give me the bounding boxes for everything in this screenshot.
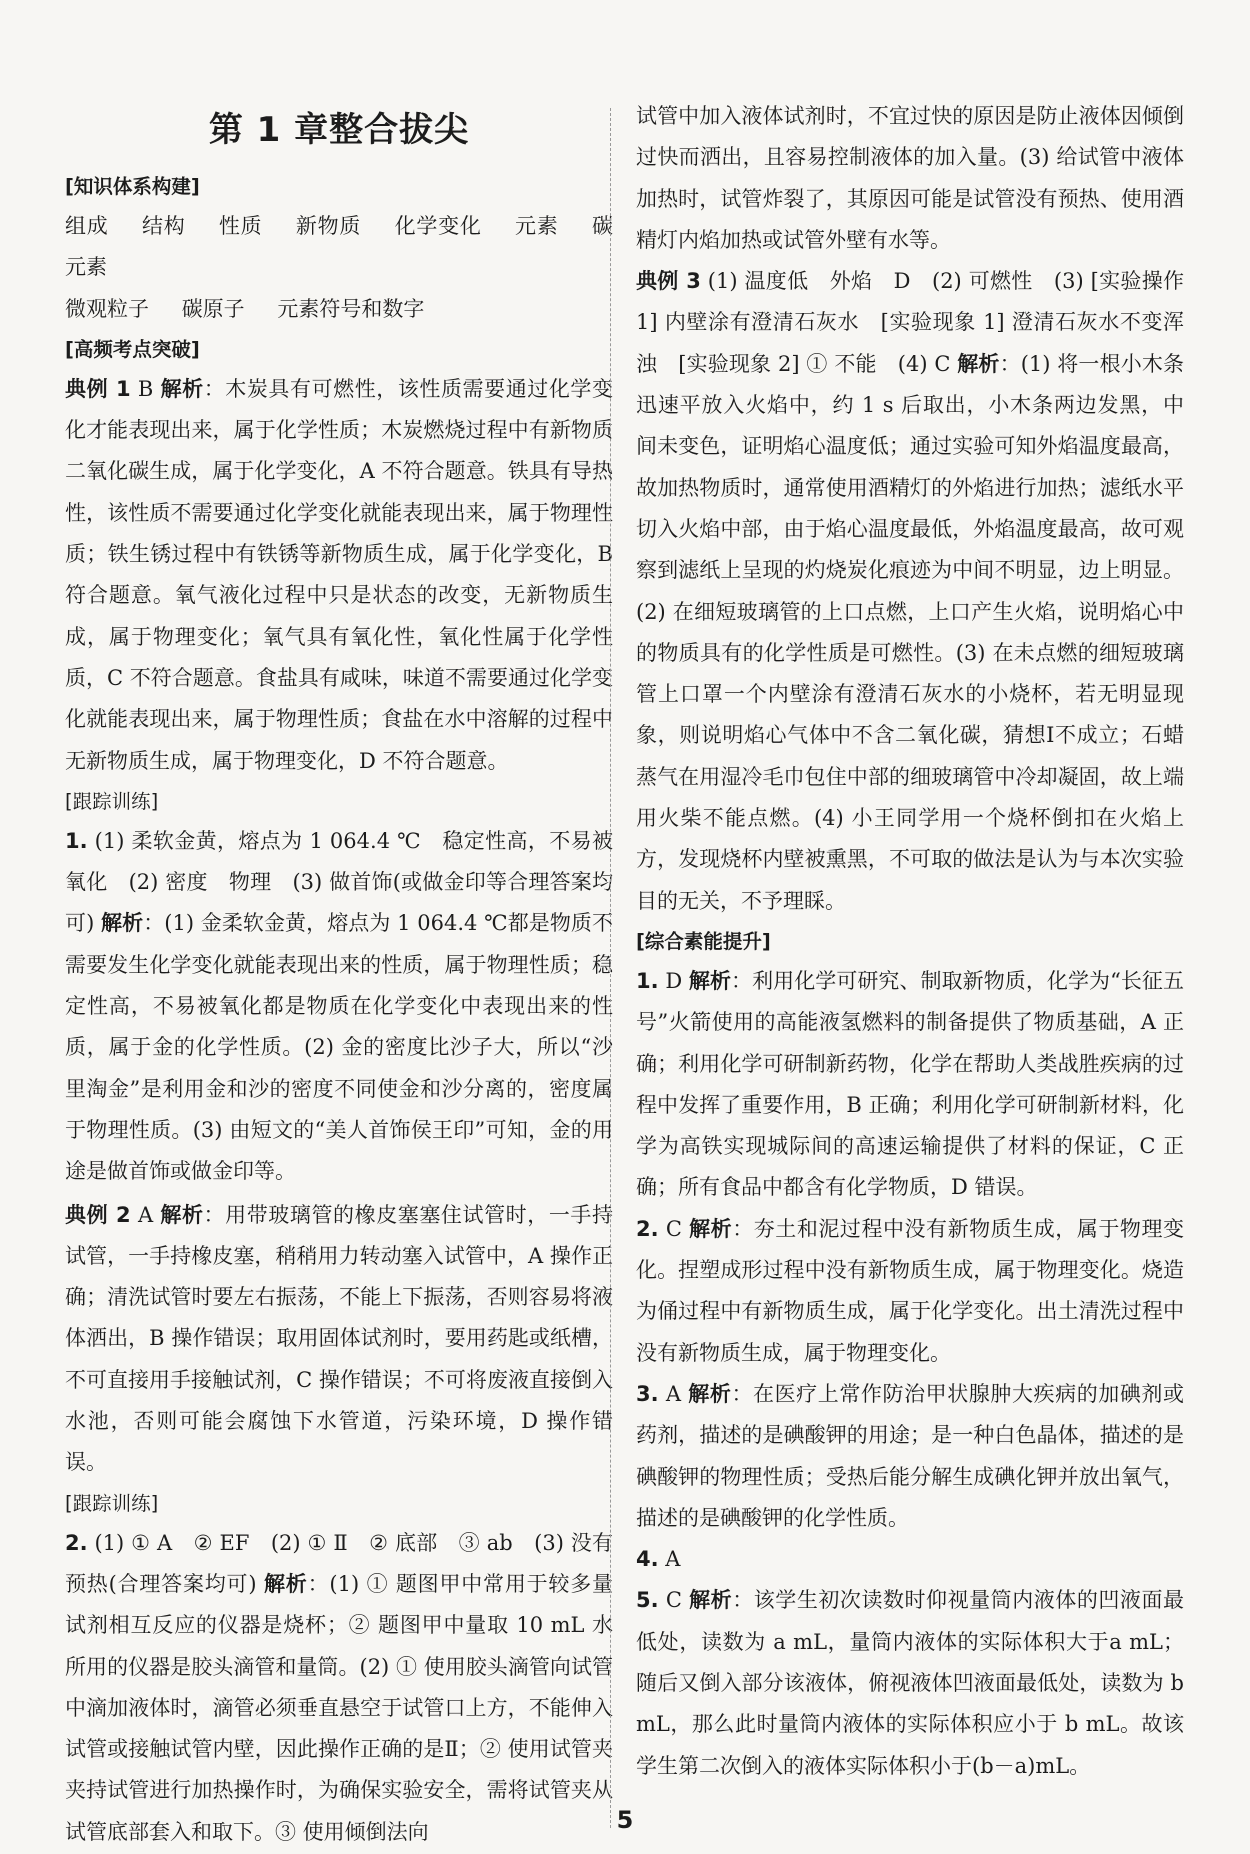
analysis-text: ：木炭具有可燃性，该性质需要通过化学变化才能表现出来，属于化学性质；木炭燃烧过程中有新物质二氧化碳生成，属于化学变化，A 不符合题意。铁具有导热性，该性质不需要通过化学变化就能表现出来，属于物理性质；铁生锈过程中有铁锈等新物质生成，属于化学变化，B 符合题意。氧气液化过程中只是状态的改变，无新物质生成，属于物理变化；氧气具有氧化性，氧化性属于化学性质，C 不符合题意。食盐具有咸味，味道不需要通过化学变化就能表现出来，属于物理性质；食盐在水中溶解的过程中无新物质生成，属于物理变化，D 不符合题意。 [65,376,613,773]
example-2 [65,1195,613,1484]
comp-question-5 [636,1580,1184,1786]
comp-question-4 [636,1539,1184,1580]
question-answer: A [665,1381,682,1406]
section-knowledge: [知识体系构建] [65,175,200,198]
question-number: 2. [65,1530,88,1555]
analysis-label: 解析 [689,1588,733,1613]
analysis-text: ：(1) 金柔软金黄，熔点为 1 064.4 ℃都是物质不需要发生化学变化就能表现出来的性质，属于物理性质；稳定性高，不易被氧化都是物质在化学变化中表现出来的性质，属于金的化学性质。(2) 金的密度比沙子大，所以“沙里淘金”是利用金和沙的密度不同使金和沙分离的，密度属于物理性质。(3) 由短文的“美人首饰侯王印”可知，金的用途是做首饰或做金印等。 [65,911,613,1184]
analysis-text: ：(1) 将一根小木条迅速平放入火焰中，约 1 s 后取出，小木条两边发黑，中间未变色，证明焰心温度低；通过实验可知外焰温度最高，故加热物质时，通常使用酒精灯的外焰进行加热；滤纸水平切入火焰中部，由于焰心温度最低，外焰温度最高，故可观察到滤纸上呈现的灼烧炭化痕迹为中间不明显，边上明显。(2) 在细短玻璃管的上口点燃，上口产生火焰，说明焰心中的物质具有的化学性质是可燃性。(3) 在未点燃的细短玻璃管上口罩一个内壁涂有澄清石灰水的小烧杯，若无明显现象，则说明焰心气体中不含二氧化碳，猜想Ⅰ不成立；石蜡蒸气在用湿冷毛巾包住中部的细玻璃管中冷却凝固，故上端用火柴不能点燃。(4) 小王同学用一个烧杯倒扣在火焰上方，发现烧杯内壁被熏黑，不可取的做法是认为与本次实验目的无关，不予理睬。 [636,351,1184,913]
example-answer: B [137,376,154,401]
example-answer: A [137,1202,154,1227]
analysis-label: 解析 [688,968,732,993]
question-1 [65,821,613,1193]
question-2-continued: 试管中加入液体试剂时，不宜过快的原因是防止液体因倾倒过快而洒出，且容易控制液体的加入量。(3) 给试管中液体加热时，试管炸裂了，其原因可能是试管没有预热、使用酒精灯内焰加热或试管外壁有水等。 [636,104,1184,252]
comp-question-1 [636,961,1184,1209]
keyword: 碳元素 [65,214,613,280]
analysis-text: ：在医疗上常作防治甲状腺肿大疾病的加碘剂或药剂，描述的是碘酸钾的用途；是一种白色晶体，描述的是碘酸钾的物理性质；受热后能分解生成碘化钾并放出氧气，描述的是碘酸钾的化学性质。 [636,1381,1185,1530]
keyword: 新物质 [295,214,362,238]
right-column [636,96,1184,1787]
section-highfreq: [高频考点突破] [65,337,200,361]
analysis-label: 解析 [160,376,204,401]
keyword-row-2 [65,289,613,330]
example-3 [636,261,1184,922]
question-answer: D [665,968,683,993]
analysis-text: ：利用化学可研究、制取新物质，化学为“长征五号”火箭使用的高能液氢燃料的制备提供了物质基础，A 正确；利用化学可研制新药物，化学在帮助人类战胜疾病的过程中发挥了重要作用，B 正确；利用化学可研制新材料，化学为高铁实现城际间的高速运输提供了材料的保证，C 正确；所有食品中都含有化学物质，D 错误。 [636,968,1184,1200]
analysis-text: ：该学生初次读数时仰视量筒内液体的凹液面最低处，读数为 a mL，量筒内液体的实际体积大于a mL；随后又倒入部分该液体，俯视液体凹液面最低处，读数为 b mL，那么此时量筒内液体的实际体积应小于 b mL。故该学生第二次倒入的液体实际体积小于(b－a)mL。 [636,1588,1184,1778]
left-column [65,95,613,1853]
section-comprehensive: [综合素能提升] [636,929,771,953]
question-number: 1. [636,968,659,993]
analysis-label: 解析 [688,1381,732,1406]
page-title: 第 1 章整合拔尖 [208,110,470,150]
question-number: 4. [636,1547,659,1572]
question-number: 3. [636,1381,659,1406]
keyword: 元素符号和数字 [277,296,425,321]
question-answer: C [665,1588,682,1613]
question-answer: A [665,1547,681,1572]
question-answer: (1) ① A ② EF (2) ① Ⅱ ② 底部 ③ ab (3) 没有预热(合理答案均可) [65,1530,613,1596]
keyword: 微观粒子 [65,296,149,321]
question-answer: C [665,1216,682,1241]
analysis-label: 解析 [264,1571,308,1596]
keyword: 组成 [65,214,109,238]
question-number: 2. [636,1216,659,1241]
comp-question-3 [636,1374,1184,1539]
section-track-1: [跟踪训练] [65,789,159,813]
analysis-label: 解析 [689,1216,733,1241]
example-label: 典例 2 [65,1202,131,1227]
keyword: 性质 [218,214,263,238]
page-number: 5 [616,1806,634,1834]
analysis-label: 解析 [957,351,1000,376]
section-track-2: [跟踪训练] [65,1491,159,1515]
example-1 [65,369,613,782]
keyword-row-1 [65,206,613,289]
analysis-text: ：夯土和泥过程中没有新物质生成，属于物理变化。捏塑成形过程中没有新物质生成，属于物理变化。烧造为俑过程中有新物质生成，属于化学变化。出土清洗过程中没有新物质生成，属于物理变化。 [636,1216,1184,1365]
question-2 [65,1523,613,1853]
analysis-text: ：(1) ① 题图甲中常用于较多量试剂相互反应的仪器是烧杯；② 题图甲中量取 10 mL 水所用的仪器是胶头滴管和量筒。(2) ① 使用胶头滴管向试管中滴加液体时，滴管必须垂直悬空于试管口上方，不能伸入试管或接触试管内壁，因此操作正确的是Ⅱ；② 使用试管夹夹持试管进行加热操作时，为确保实验安全，需将试管夹从试管底部套入和取下。③ 使用倾倒法向 [65,1571,613,1844]
question-number: 5. [636,1588,659,1613]
keyword: 元素 [515,214,559,238]
analysis-text: ：用带玻璃管的橡皮塞塞住试管时，一手持试管，一手持橡皮塞，稍稍用力转动塞入试管中，A 操作正确；清洗试管时要左右振荡，不能上下振荡，否则容易将液体洒出，B 操作错误；取用固体试剂时，要用药匙或纸槽，不可直接用手接触试剂，C 操作错误；不可将废液直接倒入水池，否则可能会腐蚀下水管道，污染环境，D 操作错误。 [65,1202,613,1475]
keyword: 碳原子 [181,296,245,321]
example-answer: (1) 温度低 外焰 D (2) 可燃性 (3) [实验操作 1] 内壁涂有澄清石灰水 [实验现象 1] 澄清石灰水不变浑浊 [实验现象 2] ① 不能 (4) C [636,269,1184,376]
example-label: 典例 3 [636,269,701,294]
comp-question-2 [636,1209,1184,1374]
question-number: 1. [65,828,88,853]
column-divider [610,108,611,1828]
keyword: 化学变化 [394,214,482,238]
keyword: 结构 [141,214,186,238]
analysis-label: 解析 [101,911,144,936]
example-label: 典例 1 [65,376,131,401]
analysis-label: 解析 [160,1202,204,1227]
question-answer: (1) 柔软金黄，熔点为 1 064.4 ℃ 稳定性高，不易被氧化 (2) 密度 物理 (3) 做首饰(或做金印等合理答案均可) [65,828,613,936]
